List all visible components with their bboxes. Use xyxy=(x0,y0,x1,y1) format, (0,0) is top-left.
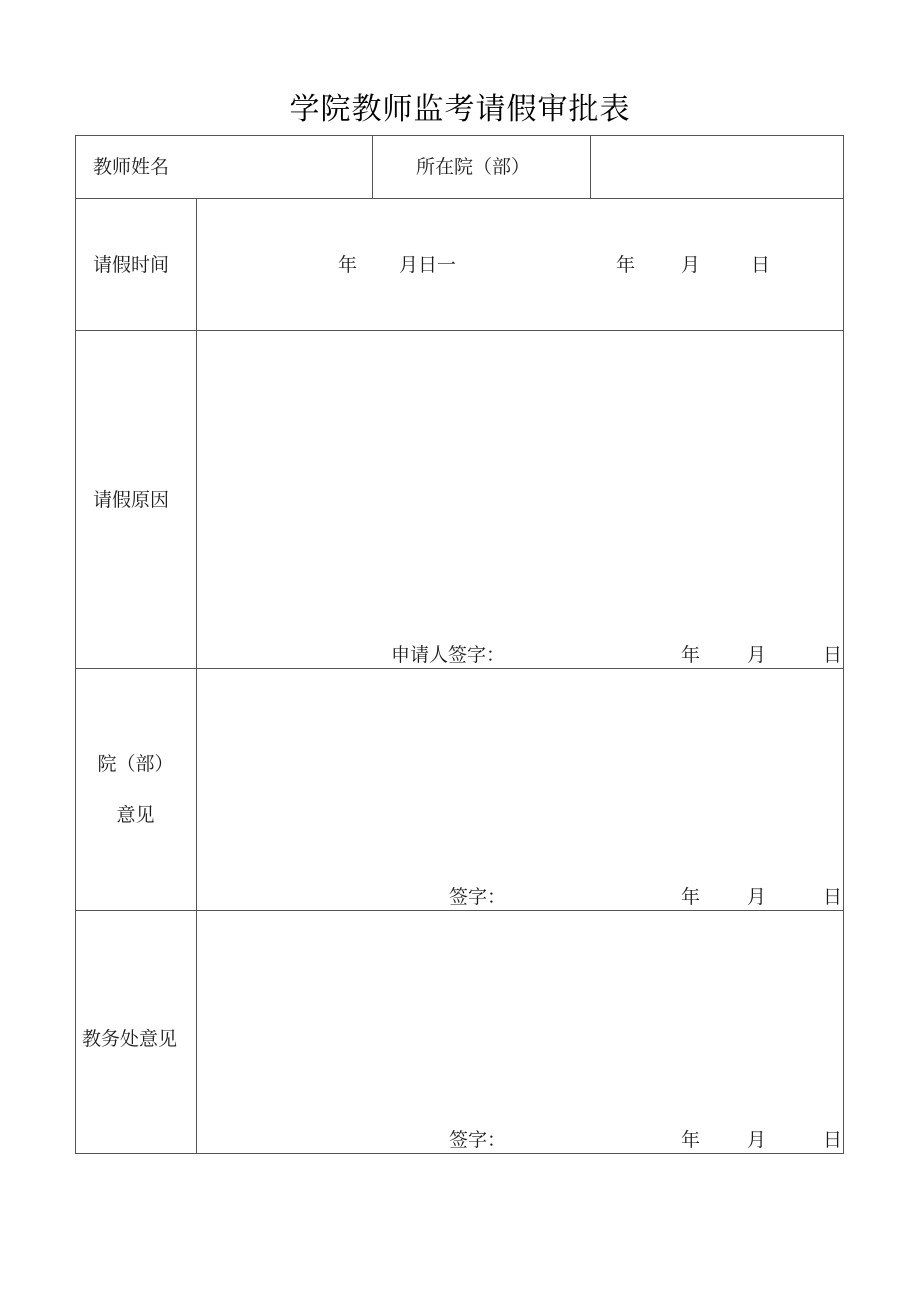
leave-from-month-day: 月日一 xyxy=(399,254,457,276)
academic-affairs-sign-day: 日 xyxy=(823,1129,843,1151)
form-border-bottom xyxy=(75,1153,844,1154)
dept-opinion-field[interactable] xyxy=(200,673,840,863)
dept-opinion-label-line1: 院（部） xyxy=(97,753,174,775)
department-field[interactable] xyxy=(595,141,835,193)
column-divider xyxy=(196,198,197,1154)
leave-time-field[interactable] xyxy=(200,203,840,327)
dept-sign-day: 日 xyxy=(823,886,843,908)
academic-affairs-signature-label: 签字： xyxy=(449,1129,507,1151)
academic-affairs-opinion-field[interactable] xyxy=(200,915,840,1105)
applicant-signature-label: 申请人签字： xyxy=(391,644,506,666)
form-title: 学院教师监考请假审批表 xyxy=(289,92,631,127)
dept-opinion-label-line2: 意见 xyxy=(116,804,155,826)
leave-reason-field[interactable] xyxy=(200,335,840,625)
column-divider xyxy=(590,135,591,199)
academic-affairs-sign-month: 月 xyxy=(747,1129,767,1151)
dept-sign-month: 月 xyxy=(747,886,767,908)
applicant-sign-month: 月 xyxy=(747,644,767,666)
leave-reason-label: 请假原因 xyxy=(93,489,170,511)
row-divider xyxy=(75,198,844,199)
form-border-top xyxy=(75,135,844,136)
leave-to-day: 日 xyxy=(751,254,771,276)
department-label: 所在院（部） xyxy=(416,156,531,178)
row-divider xyxy=(75,910,844,911)
teacher-name-label: 教师姓名 xyxy=(93,156,170,178)
form-border-left xyxy=(75,135,76,1154)
leave-to-year: 年 xyxy=(616,254,636,276)
dept-sign-year: 年 xyxy=(681,886,701,908)
teacher-name-field[interactable] xyxy=(195,141,365,193)
applicant-sign-day: 日 xyxy=(823,644,843,666)
academic-affairs-opinion-label: 教务处意见 xyxy=(82,1028,178,1050)
academic-affairs-sign-year: 年 xyxy=(681,1129,701,1151)
leave-time-label: 请假时间 xyxy=(93,254,170,276)
column-divider xyxy=(372,135,373,199)
leave-from-year: 年 xyxy=(338,254,358,276)
row-divider xyxy=(75,668,844,669)
applicant-sign-year: 年 xyxy=(681,644,701,666)
row-divider xyxy=(75,330,844,331)
form-border-right xyxy=(843,135,844,1154)
leave-approval-form xyxy=(75,135,844,1154)
leave-to-month: 月 xyxy=(681,254,701,276)
dept-signature-label: 签字： xyxy=(449,886,507,908)
